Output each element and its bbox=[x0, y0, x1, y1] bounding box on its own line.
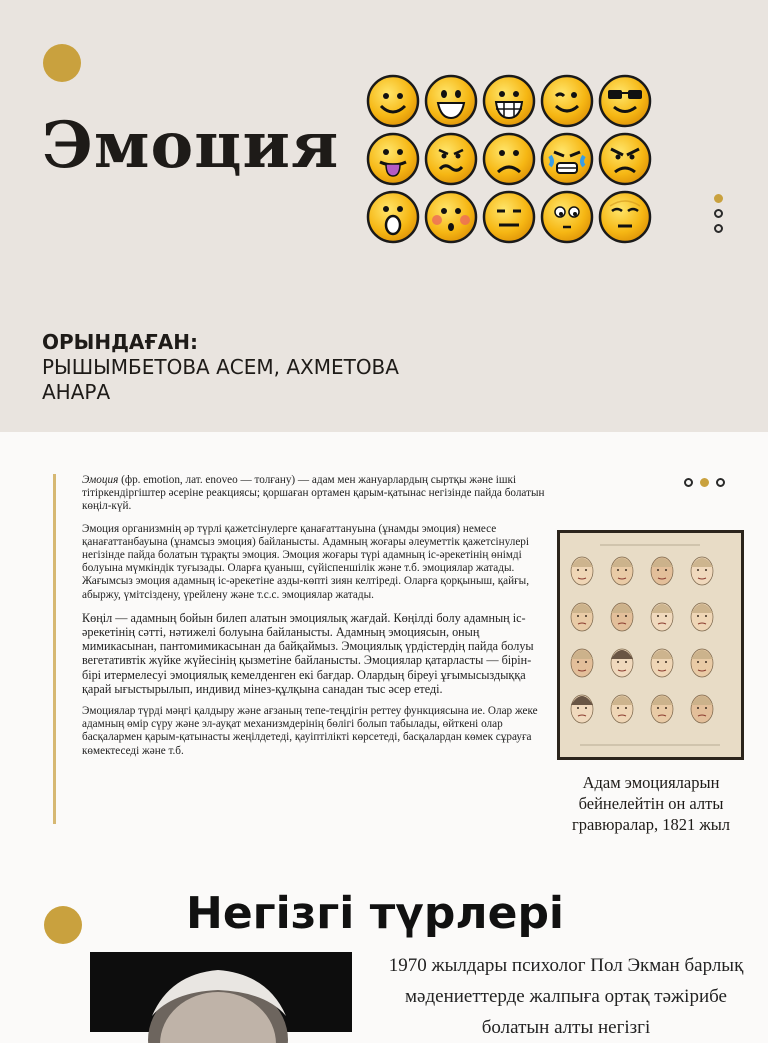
pager-dots bbox=[714, 194, 723, 233]
engraved-face bbox=[691, 603, 713, 631]
tongue-icon bbox=[366, 132, 420, 186]
engraved-face bbox=[691, 557, 713, 585]
body-text bbox=[82, 474, 548, 767]
engraved-face bbox=[651, 649, 673, 677]
portrait-photo bbox=[90, 952, 352, 1032]
worried-icon bbox=[598, 190, 652, 244]
paragraph-types: Эмоция организмнің әр түрлі қажетсінулерге қанағаттануына (ұнамды эмоция) немесе қанағаттанбауына (ұнамсыз эмоция) байланысты. Адамның жоғары әлеуметтік қажетсінулері негізінде пайда болатын тұрақты эмоция. Эмоция жоғары түрі адамның іс-әрекетінің өнімді болуына мүмкіндік туғызады. Оларға қуаныш, сүйіспеншілік және т.б. эмоциялар жатады. Жағымсыз эмоция адамның іс-әрекетіне азды-көпті зиян келтіреді. Оларға қорқыныш, қайғы, абыржу, үмітсіздену, үрейлену және т.с.с. эмоциялар жатады. bbox=[82, 522, 530, 601]
smile-icon bbox=[366, 74, 420, 128]
sad-icon bbox=[482, 132, 536, 186]
decorative-dot bbox=[43, 44, 81, 82]
page-title: Эмоция bbox=[42, 108, 340, 183]
pager-dots bbox=[684, 478, 725, 487]
definition-slide bbox=[0, 432, 768, 864]
accent-line bbox=[53, 474, 56, 824]
engraving-faces bbox=[560, 533, 741, 757]
engraved-face bbox=[651, 603, 673, 631]
types-text: 1970 жылдары психолог Пол Экман барлық мәдениеттерде жалпыға ортақ тәжірибе болатын алты негізгі bbox=[388, 955, 744, 1038]
engraved-face bbox=[571, 649, 593, 677]
pager-dot bbox=[714, 224, 723, 233]
teeth-grin-icon bbox=[482, 74, 536, 128]
engraved-face bbox=[651, 557, 673, 585]
author-label: ОРЫНДАҒАН: bbox=[42, 330, 198, 354]
definition-text: (фр. emotion, лат. enoveo — толғану) — адам мен жануарлардың сыртқы және ішкі тітіркендіргіштер әсеріне реакциясы; қоршаған ортамен қарым-қатынас негізінде пайда болатын көңіл-күй. bbox=[82, 474, 545, 513]
pager-dot bbox=[700, 478, 709, 487]
unimpressed-icon bbox=[540, 190, 594, 244]
section-title: Негізгі түрлері bbox=[186, 888, 565, 939]
decorative-dot bbox=[44, 906, 82, 944]
crying-icon bbox=[540, 132, 594, 186]
engraved-face bbox=[571, 557, 593, 585]
confused-icon bbox=[424, 132, 478, 186]
paragraph-definition bbox=[82, 474, 548, 514]
angry-icon bbox=[598, 132, 652, 186]
pager-dot bbox=[716, 478, 725, 487]
shocked-icon bbox=[366, 190, 420, 244]
neutral-icon bbox=[482, 190, 536, 244]
wink-icon bbox=[540, 74, 594, 128]
blushing-icon bbox=[424, 190, 478, 244]
term: Эмоция bbox=[82, 474, 119, 486]
pager-dot bbox=[684, 478, 693, 487]
paragraph-functions: Эмоциялар түрді мәңгі қалдыру және ағзаның тепе-теңдігін реттеу функциясына ие. Олар жеке адамның өмір сүру және эл-ауқат механизмдерінің бөлігі болып табылады, өйткені олар басқалармен қарым-қатынасты жеңілдетеді, қауіптілікті көрсетеді, басқалардан көмек сұрауға көмектеседі және т.б. bbox=[82, 705, 538, 757]
engraved-face bbox=[651, 695, 673, 723]
engraved-face bbox=[691, 695, 713, 723]
engraved-face bbox=[611, 557, 633, 585]
image-caption: Адам эмоцияларын бейнелейтін он алты гравюралар, 1821 жыл bbox=[571, 773, 731, 834]
paragraph-mood: Көңіл — адамның бойын билеп алатын эмоциялық жағдай. Көңілді болу адамның іс-әрекетінің сәтті, нәтижелі болуына байланысты. Адамның эмоциясын, оның мимикасынан, пантомимикасынан да байқаймыз. Эмоциялық үрдістердің пайда болуы вегетативтік жүйке жүйесінің қызметіне байланысты. Эмоциялар қатарласты — бірін-бірі итермелесуі эмоциялық кемелденген екі бағдар. Олардың біреуі ұғымысыздыққа қарай ығыстырылып, индивид мінез-құлқына санадан тыс әсер етеді. bbox=[82, 610, 534, 696]
engraved-face bbox=[611, 649, 633, 677]
engraved-face bbox=[571, 603, 593, 631]
emoji-grid bbox=[366, 74, 656, 244]
engraved-face bbox=[611, 695, 633, 723]
engraved-face bbox=[691, 649, 713, 677]
sunglasses-icon bbox=[598, 74, 652, 128]
pager-dot bbox=[714, 194, 723, 203]
grin-icon bbox=[424, 74, 478, 128]
author-names: РЫШЫМБЕТОВА АСЕМ, АХМЕТОВА АНАРА bbox=[42, 355, 399, 404]
engraved-face bbox=[571, 695, 593, 723]
engraved-face bbox=[611, 603, 633, 631]
types-slide bbox=[0, 864, 768, 1038]
engraving-image bbox=[557, 530, 744, 760]
title-slide bbox=[0, 0, 768, 432]
pager-dot bbox=[714, 209, 723, 218]
